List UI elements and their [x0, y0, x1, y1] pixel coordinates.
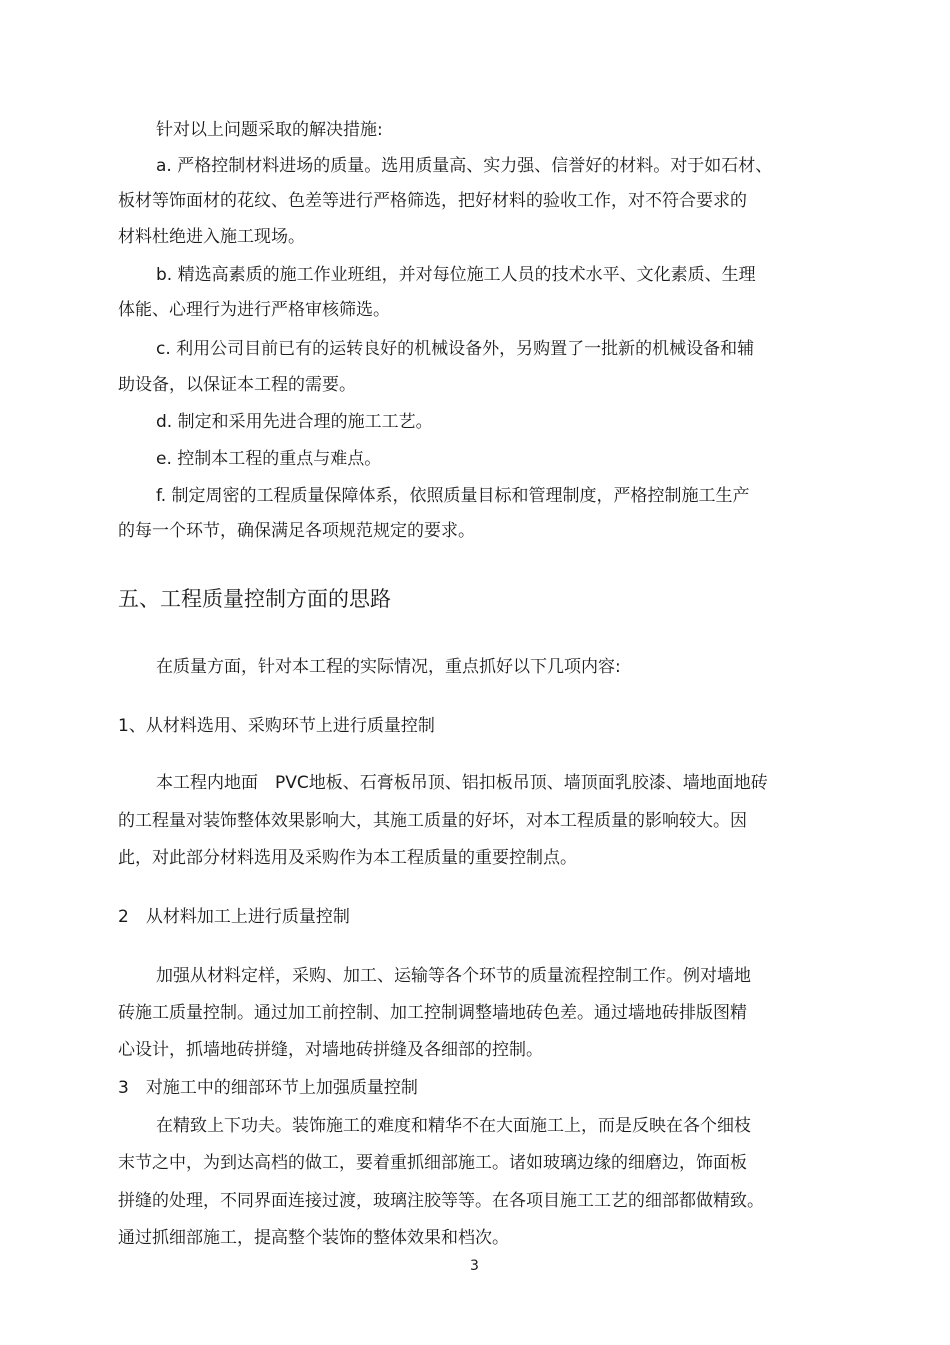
measure-a-line-1: a. 严格控制材料进场的质量。选用质量高、实力强、信誉好的材料。对于如石材、	[156, 156, 773, 176]
para-3-line-1: 在精致上下功夫。装饰施工的难度和精华不在大面施工上，而是反映在各个细枝	[156, 1116, 751, 1136]
measure-a-line-2: 板材等饰面材的花纹、色差等进行严格筛选，把好材料的验收工作，对不符合要求的	[118, 191, 747, 211]
measure-f-line-1: f. 制定周密的工程质量保障体系，依照质量目标和管理制度，严格控制施工生产	[156, 486, 750, 506]
para-2-line-1: 加强从材料定样，采购、加工、运输等各个环节的质量流程控制工作。例对墙地	[156, 966, 751, 986]
para-1-line-3: 此，对此部分材料选用及采购作为本工程质量的重要控制点。	[118, 848, 577, 868]
section-intro: 在质量方面，针对本工程的实际情况，重点抓好以下几项内容:	[156, 657, 621, 677]
intro-line: 针对以上问题采取的解决措施:	[156, 120, 383, 140]
para-3-line-2: 末节之中，为到达高档的做工，要着重抓细部施工。诸如玻璃边缘的细磨边，饰面板	[118, 1153, 747, 1173]
para-1-line-1: 本工程内地面 PVC地板、石膏板吊顶、铝扣板吊顶、墙顶面乳胶漆、墙地面地砖	[156, 773, 768, 793]
measure-f-line-2: 的每一个环节，确保满足各项规范规定的要求。	[118, 521, 475, 541]
para-2-line-2: 砖施工质量控制。通过加工前控制、加工控制调整墙地砖色差。通过墙地砖排版图精	[118, 1003, 747, 1023]
measure-c-line-2: 助设备，以保证本工程的需要。	[118, 375, 356, 395]
subheading-1: 1、从材料选用、采购环节上进行质量控制	[118, 716, 435, 736]
para-3-line-3: 拼缝的处理，不同界面连接过渡，玻璃注胶等等。在各项目施工工艺的细部都做精致。	[118, 1191, 764, 1211]
section-heading: 五、工程质量控制方面的思路	[118, 587, 391, 611]
para-3-line-4: 通过抓细部施工，提高整个装饰的整体效果和档次。	[118, 1228, 509, 1248]
measure-c-line-1: c. 利用公司目前已有的运转良好的机械设备外，另购置了一批新的机械设备和辅	[156, 339, 755, 359]
subheading-3: 3 对施工中的细部环节上加强质量控制	[118, 1078, 418, 1098]
measure-a-line-3: 材料杜绝进入施工现场。	[118, 227, 305, 247]
para-1-line-2: 的工程量对装饰整体效果影响大，其施工质量的好坏，对本工程质量的影响较大。因	[118, 811, 747, 831]
measure-b-line-2: 体能、心理行为进行严格审核筛选。	[118, 300, 390, 320]
para-2-line-3: 心设计，抓墙地砖拼缝，对墙地砖拼缝及各细部的控制。	[118, 1040, 543, 1060]
measure-d-line: d. 制定和采用先进合理的施工工艺。	[156, 412, 433, 432]
measure-e-line: e. 控制本工程的重点与难点。	[156, 449, 382, 469]
subheading-2: 2 从材料加工上进行质量控制	[118, 907, 350, 927]
page-number: 3	[470, 1258, 479, 1274]
measure-b-line-1: b. 精选高素质的施工作业班组，并对每位施工人员的技术水平、文化素质、生理	[156, 265, 756, 285]
